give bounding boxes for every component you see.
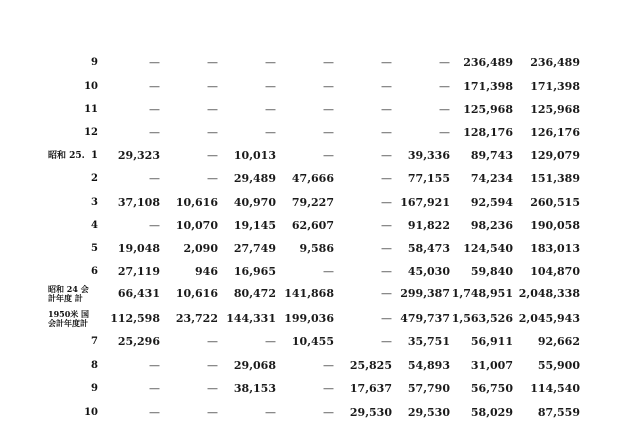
table-cell: 25,296 <box>117 335 160 348</box>
table-cell: 92,594 <box>470 196 513 209</box>
table-cell: — <box>381 335 392 348</box>
table-cell: 29,489 <box>233 172 276 185</box>
table-cell: 27,119 <box>117 265 160 278</box>
table-cell: — <box>207 149 218 162</box>
table-row <box>0 238 619 260</box>
month-label: 12 <box>84 127 98 138</box>
table-cell: 98,236 <box>470 219 513 232</box>
table-cell: — <box>149 406 160 419</box>
table-cell: 31,007 <box>470 359 513 372</box>
table-cell: 10,070 <box>175 219 218 232</box>
table-row <box>0 168 619 190</box>
table-cell: — <box>381 219 392 232</box>
table-row <box>0 355 619 377</box>
table-cell: 37,108 <box>117 196 160 209</box>
table-cell: 10,013 <box>233 149 276 162</box>
table-cell: — <box>381 126 392 139</box>
table-cell: 56,750 <box>470 382 513 395</box>
table-row <box>0 331 619 353</box>
table-cell: 40,970 <box>233 196 276 209</box>
table-cell: 39,336 <box>407 149 450 162</box>
table-cell: 236,489 <box>463 56 513 69</box>
table-cell: 167,921 <box>400 196 450 209</box>
table-cell: — <box>149 56 160 69</box>
table-cell: 91,822 <box>407 219 450 232</box>
table-cell: 190,058 <box>530 219 580 232</box>
table-row <box>0 52 619 74</box>
month-label: 2 <box>91 173 98 184</box>
month-label: 9 <box>91 383 98 394</box>
table-cell: 10,616 <box>175 196 218 209</box>
table-cell: — <box>149 219 160 232</box>
table-cell: 128,176 <box>463 126 513 139</box>
table-cell: 124,540 <box>463 242 513 255</box>
table-cell: — <box>323 359 334 372</box>
table-cell: — <box>149 382 160 395</box>
table-cell: 66,431 <box>117 287 160 300</box>
table-cell: — <box>265 335 276 348</box>
table-cell: 79,227 <box>291 196 334 209</box>
table-cell: 126,176 <box>530 126 580 139</box>
table-row <box>0 378 619 400</box>
table-cell: — <box>207 382 218 395</box>
table-cell: — <box>265 80 276 93</box>
table-cell: 23,722 <box>175 312 218 325</box>
table-cell: 56,911 <box>470 335 513 348</box>
table-row <box>0 215 619 237</box>
table-cell: — <box>439 56 450 69</box>
table-cell: — <box>381 80 392 93</box>
table-cell: 58,473 <box>407 242 450 255</box>
table-cell: 2,045,943 <box>518 312 580 325</box>
table-cell: — <box>149 359 160 372</box>
table-row <box>0 283 619 305</box>
table-cell: 183,013 <box>530 242 580 255</box>
table-cell: 2,090 <box>183 242 218 255</box>
table-cell: — <box>207 406 218 419</box>
table-cell: — <box>381 265 392 278</box>
table-cell: 62,607 <box>291 219 334 232</box>
table-row <box>0 261 619 283</box>
table-row <box>0 122 619 144</box>
month-label: 6 <box>91 266 98 277</box>
table-cell: 29,530 <box>349 406 392 419</box>
table-cell: 1,563,526 <box>451 312 513 325</box>
table-cell: — <box>323 80 334 93</box>
table-cell: — <box>207 359 218 372</box>
table-cell: 9,586 <box>299 242 334 255</box>
table-cell: 16,965 <box>233 265 276 278</box>
month-label: 1 <box>91 150 98 161</box>
table-cell: — <box>149 172 160 185</box>
table-cell: 260,515 <box>530 196 580 209</box>
table-cell: — <box>381 242 392 255</box>
table-cell: 45,030 <box>407 265 450 278</box>
table-cell: 29,323 <box>117 149 160 162</box>
table-cell: 2,048,338 <box>518 287 580 300</box>
table-row <box>0 76 619 98</box>
table-cell: 29,530 <box>407 406 450 419</box>
table-cell: 171,398 <box>463 80 513 93</box>
table-cell: 29,068 <box>233 359 276 372</box>
table-cell: — <box>323 126 334 139</box>
table-cell: — <box>265 103 276 116</box>
table-cell: 27,749 <box>233 242 276 255</box>
table-cell: — <box>323 406 334 419</box>
table-cell: — <box>207 56 218 69</box>
table-cell: — <box>265 56 276 69</box>
table-cell: 129,079 <box>530 149 580 162</box>
table-cell: — <box>265 126 276 139</box>
table-cell: — <box>207 126 218 139</box>
table-cell: 77,155 <box>407 172 450 185</box>
row-label-line2: 計年度 計 <box>48 293 83 303</box>
table-cell: — <box>207 80 218 93</box>
table-cell: — <box>381 149 392 162</box>
month-label: 10 <box>84 81 98 92</box>
table-cell: — <box>149 80 160 93</box>
table-row <box>0 192 619 214</box>
table-cell: — <box>381 287 392 300</box>
table-cell: 74,234 <box>470 172 513 185</box>
table-row <box>0 145 619 167</box>
table-cell: 58,029 <box>470 406 513 419</box>
table-cell: 141,868 <box>284 287 334 300</box>
table-row <box>0 402 619 424</box>
row-label-line2: 会計年度計 <box>48 318 88 328</box>
row-label-line1: 1950米 国 <box>48 309 90 319</box>
table-cell: — <box>207 335 218 348</box>
month-label: 4 <box>91 220 98 231</box>
month-label: 7 <box>91 336 98 347</box>
table-cell: — <box>381 196 392 209</box>
month-label: 11 <box>84 104 98 115</box>
table-cell: 55,900 <box>537 359 580 372</box>
row-label-line1: 昭和 24 会 <box>48 284 89 294</box>
table-cell: — <box>439 103 450 116</box>
table-row <box>0 308 619 330</box>
table-cell: 19,145 <box>233 219 276 232</box>
table-cell: 10,455 <box>291 335 334 348</box>
table-cell: 89,743 <box>470 149 513 162</box>
table-cell: — <box>323 103 334 116</box>
table-cell: 114,540 <box>530 382 580 395</box>
table-cell: 479,737 <box>400 312 450 325</box>
table-cell: 19,048 <box>117 242 160 255</box>
table-cell: 80,472 <box>233 287 276 300</box>
table-cell: — <box>381 103 392 116</box>
table-cell: 17,637 <box>349 382 392 395</box>
table-cell: 87,559 <box>537 406 580 419</box>
month-label: 8 <box>91 360 98 371</box>
table-cell: — <box>323 382 334 395</box>
table-cell: 125,968 <box>530 103 580 116</box>
table-cell: 54,893 <box>407 359 450 372</box>
table-cell: 199,036 <box>284 312 334 325</box>
table-cell: — <box>207 103 218 116</box>
table-cell: — <box>265 406 276 419</box>
era-label: 昭和 25. <box>48 151 85 161</box>
table-cell: 92,662 <box>537 335 580 348</box>
table-cell: 59,840 <box>470 265 513 278</box>
table-cell: — <box>323 265 334 278</box>
table-cell: — <box>149 103 160 116</box>
table-cell: 25,825 <box>349 359 392 372</box>
month-label: 9 <box>91 57 98 68</box>
table-cell: — <box>381 312 392 325</box>
table-cell: — <box>381 172 392 185</box>
table-cell: — <box>323 149 334 162</box>
table-cell: — <box>381 56 392 69</box>
table-cell: 236,489 <box>530 56 580 69</box>
month-label: 3 <box>91 197 98 208</box>
table-cell: 299,387 <box>400 287 450 300</box>
table-cell: — <box>323 56 334 69</box>
table-cell: 946 <box>195 265 218 278</box>
table-cell: — <box>207 172 218 185</box>
table-cell: 57,790 <box>407 382 450 395</box>
table-cell: 104,870 <box>530 265 580 278</box>
table-cell: 171,398 <box>530 80 580 93</box>
table-cell: — <box>439 126 450 139</box>
table-cell: 1,748,951 <box>451 287 513 300</box>
table-cell: — <box>439 80 450 93</box>
table-cell: — <box>149 126 160 139</box>
month-label: 10 <box>84 407 98 418</box>
table-cell: 35,751 <box>407 335 450 348</box>
table-cell: 47,666 <box>291 172 334 185</box>
table-cell: 38,153 <box>233 382 276 395</box>
table-row <box>0 99 619 121</box>
table-cell: 125,968 <box>463 103 513 116</box>
table-cell: 112,598 <box>110 312 160 325</box>
table-cell: 151,389 <box>530 172 580 185</box>
month-label: 5 <box>91 243 98 254</box>
table-cell: 144,331 <box>226 312 276 325</box>
table-cell: 10,616 <box>175 287 218 300</box>
